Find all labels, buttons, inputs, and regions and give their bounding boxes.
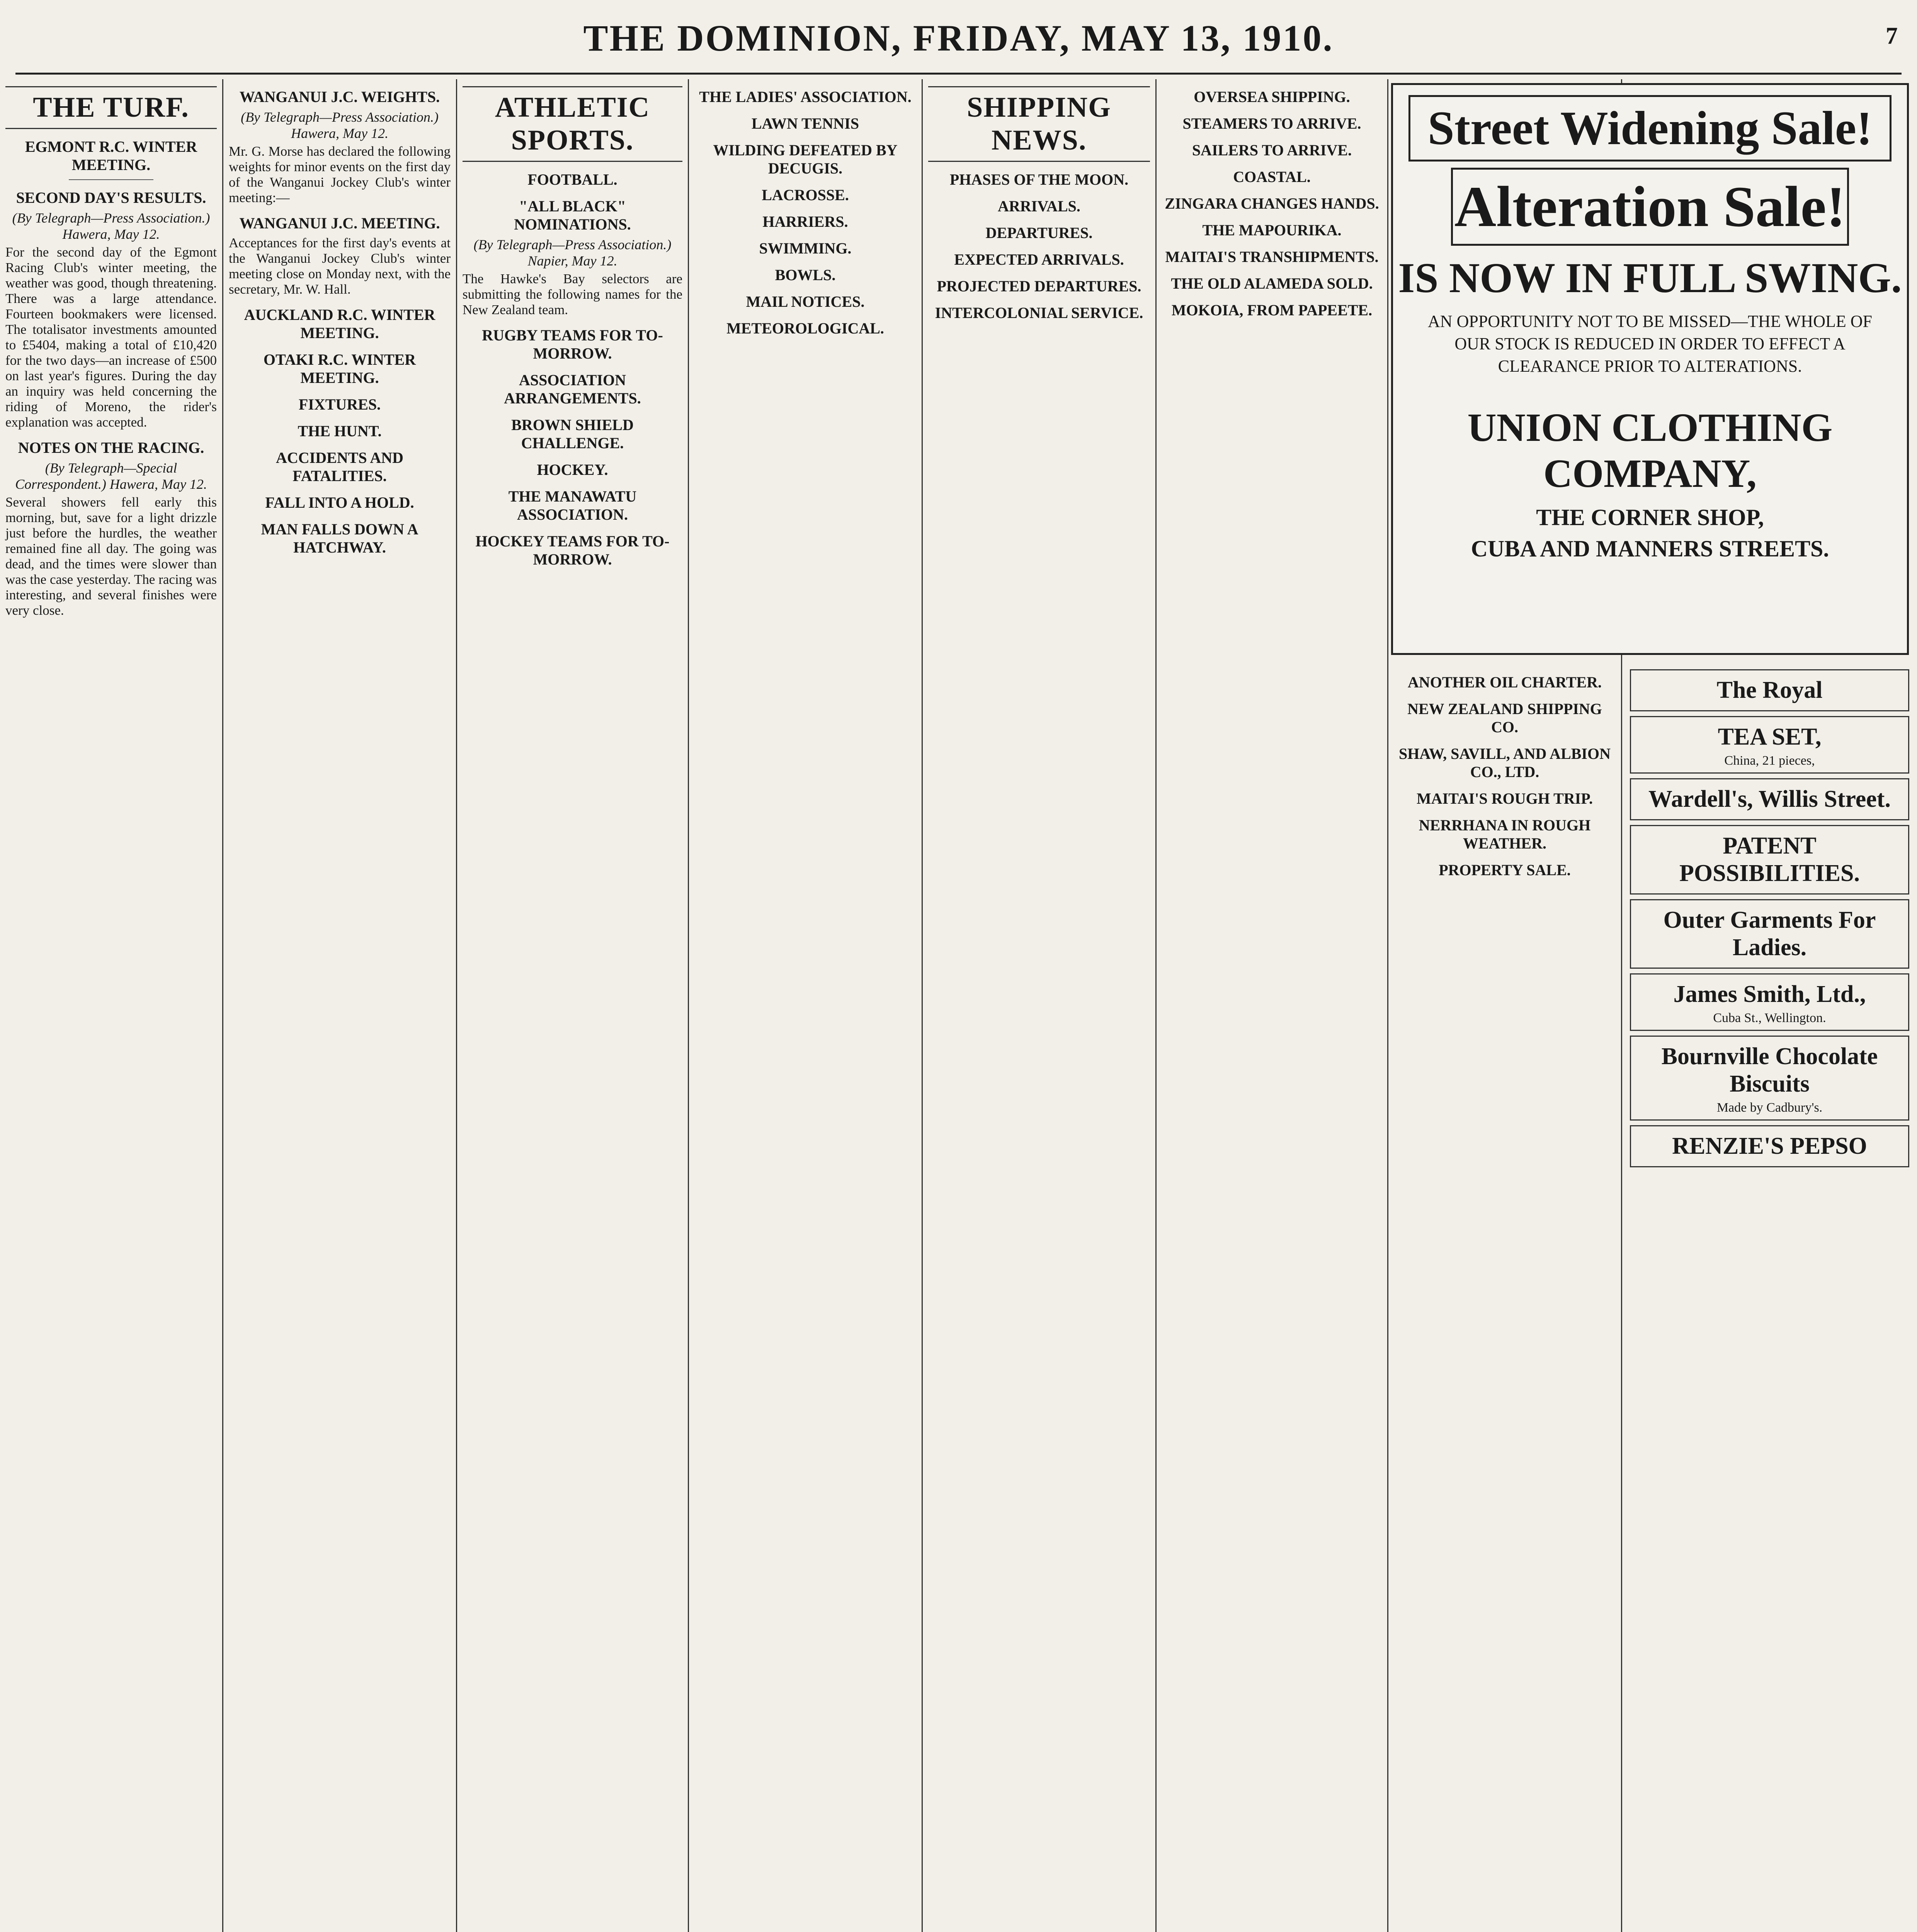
subheading: MAN FALLS DOWN A HATCHWAY. — [261, 520, 418, 556]
subheading: ARRIVALS. — [998, 197, 1080, 215]
subheading: FIXTURES. — [298, 396, 381, 413]
subheading: ZINGARA CHANGES HANDS. — [1165, 195, 1379, 212]
union-clothing-ad — [1391, 83, 1909, 655]
subheading: THE HUNT. — [298, 422, 382, 440]
ad-headline: Street Widening Sale! — [1408, 95, 1891, 162]
subheading: AUCKLAND R.C. WINTER MEETING. — [244, 306, 435, 342]
article-body: The Hawke's Bay selectors are submitting the following names for the New Zealand team. — [463, 271, 682, 317]
subheading: NEW ZEALAND SHIPPING CO. — [1407, 700, 1602, 736]
subheading: THE LADIES' ASSOCIATION. — [699, 88, 912, 105]
subheading: RUGBY TEAMS FOR TO-MORROW. — [482, 327, 663, 362]
column-ads — [1622, 665, 1917, 1932]
subheading: HOCKEY. — [537, 461, 608, 478]
patent-ad: PATENT POSSIBILITIES. — [1630, 825, 1909, 895]
column-sports — [689, 79, 922, 1932]
subheading: ANOTHER OIL CHARTER. — [1407, 673, 1602, 691]
subheading: COASTAL. — [1233, 168, 1311, 185]
subheading: PROPERTY SALE. — [1439, 861, 1571, 879]
subheading: MAITAI'S ROUGH TRIP. — [1416, 790, 1593, 807]
subheading: OVERSEA SHIPPING. — [1194, 88, 1350, 105]
subheading: WANGANUI J.C. WEIGHTS. — [239, 88, 440, 105]
subheading: BOWLS. — [775, 266, 836, 284]
subheading: ACCIDENTS AND FATALITIES. — [276, 449, 404, 485]
dateline: (By Telegraph—Special Correspondent.) Hawera, May 12. — [15, 460, 207, 492]
column-shipping — [923, 79, 1155, 1932]
subheading: SAILERS TO ARRIVE. — [1192, 141, 1352, 159]
article-body: Acceptances for the first day's events at the Wanganui Jockey Club's winter meeting close on Monday next, with the secretary, Mr. W. Hall. — [229, 235, 451, 297]
subheading: EXPECTED ARRIVALS. — [954, 251, 1124, 268]
subheading: STEAMERS TO ARRIVE. — [1182, 115, 1361, 132]
column-turf — [0, 79, 222, 1932]
ad-brand: UNION CLOTHING COMPANY, — [1467, 405, 1833, 496]
article-body: Several showers fell early this morning, but, save for a light drizzle just before the hurdles, the weather remained fine all day. The going was dead, and the times were slower than was the case yesterday. The racing was interesting, and several finishes were very close. — [5, 495, 217, 618]
royal-ad: The Royal — [1630, 669, 1909, 711]
subheading: NERRHANA IN ROUGH WEATHER. — [1419, 816, 1591, 852]
subheading: NOTES ON THE RACING. — [18, 439, 204, 456]
subheading: THE MANAWATU ASSOCIATION. — [508, 488, 637, 523]
article-body: For the second day of the Egmont Racing Club's winter meeting, the weather was good, though threatening. There was a large attendance. Fourteen bookmakers were licensed. The totalisator investments amounted to £5404, making a total of £10,420 for the two days—an increase of £500 on last year's figures. During the day an inquiry was held concerning the riding of Moreno, the rider's explanation was accepted. — [5, 245, 217, 430]
dateline: (By Telegraph—Press Association.) Napier, May 12. — [473, 237, 672, 269]
subheading: FALL INTO A HOLD. — [265, 494, 414, 511]
subheading: SHAW, SAVILL, AND ALBION CO., LTD. — [1399, 745, 1611, 781]
subheading: METEOROLOGICAL. — [726, 320, 884, 337]
james-smith-ad: James Smith, Ltd., Cuba St., Wellington. — [1630, 973, 1909, 1031]
subheading: PHASES OF THE MOON. — [949, 171, 1129, 188]
bournville-ad: Bournville Chocolate Biscuits Made by Cadbury's. — [1630, 1036, 1909, 1121]
column-athletics — [457, 79, 688, 1932]
subheading: DEPARTURES. — [985, 224, 1093, 242]
ad-headline: Alteration Sale! — [1451, 168, 1849, 246]
subheading: SWIMMING. — [759, 240, 852, 257]
subheading: "ALL BLACK" NOMINATIONS. — [514, 197, 631, 233]
subheading: FOOTBALL. — [527, 171, 617, 188]
pepso-ad: RENZIE'S PEPSO — [1630, 1125, 1909, 1167]
page-title: THE DOMINION, FRIDAY, MAY 13, 1910. — [583, 17, 1334, 59]
subheading: ASSOCIATION ARRANGEMENTS. — [504, 371, 641, 407]
dateline: (By Telegraph—Press Association.) Hawera, May 12. — [241, 109, 439, 141]
subheading: MAIL NOTICES. — [746, 293, 865, 310]
subheading: OTAKI R.C. WINTER MEETING. — [263, 351, 416, 386]
subheading: THE MAPOURIKA. — [1202, 221, 1342, 239]
subheading: WANGANUI J.C. MEETING. — [239, 214, 440, 232]
subheading: THE OLD ALAMEDA SOLD. — [1171, 275, 1373, 292]
column-oversea — [1157, 79, 1387, 1932]
outer-garments-ad: Outer Garments For Ladies. — [1630, 899, 1909, 969]
column-news — [1388, 665, 1621, 1932]
subheading: SECOND DAY'S RESULTS. — [16, 189, 206, 206]
dateline: (By Telegraph—Press Association.) Hawera, May 12. — [12, 210, 210, 242]
section-heading: THE TURF. — [5, 86, 217, 129]
subheading: MOKOIA, FROM PAPEETE. — [1171, 301, 1373, 319]
subheading: HOCKEY TEAMS FOR TO-MORROW. — [475, 532, 670, 568]
subheading: HARRIERS. — [762, 213, 848, 230]
subheading: MAITAI'S TRANSHIPMENTS. — [1165, 248, 1379, 265]
ad-text: AN OPPORTUNITY NOT TO BE MISSED—THE WHOLE OF OUR STOCK IS REDUCED IN ORDER TO EFFECT A CLEARANCE PRIOR TO ALTERATIONS. — [1428, 312, 1872, 376]
section-heading: SHIPPING NEWS. — [928, 86, 1150, 162]
subheading: WILDING DEFEATED BY DECUGIS. — [713, 141, 898, 177]
ad-location: CUBA AND MANNERS STREETS. — [1471, 536, 1829, 561]
subheading: LAWN TENNIS — [751, 115, 859, 132]
subheading: EGMONT R.C. WINTER MEETING. — [25, 138, 197, 173]
subheading: BROWN SHIELD CHALLENGE. — [511, 416, 634, 452]
subheading: LACROSSE. — [762, 186, 849, 204]
ad-subheadline: IS NOW IN FULL SWING. — [1398, 254, 1902, 301]
subheading: INTERCOLONIAL SERVICE. — [935, 304, 1143, 321]
subheading: PROJECTED DEPARTURES. — [937, 277, 1141, 295]
masthead — [15, 7, 1902, 75]
tea-set-ad: TEA SET, China, 21 pieces, — [1630, 716, 1909, 774]
column-wanganui — [223, 79, 456, 1932]
article-body: Mr. G. Morse has declared the following weights for minor events on the first day of the Wanganui Jockey Club's winter meeting:— — [229, 144, 451, 205]
ad-location: THE CORNER SHOP, — [1536, 505, 1764, 530]
wardells-ad: Wardell's, Willis Street. — [1630, 778, 1909, 820]
section-heading: ATHLETIC SPORTS. — [463, 86, 682, 162]
page-number: 7 — [1886, 23, 1898, 49]
